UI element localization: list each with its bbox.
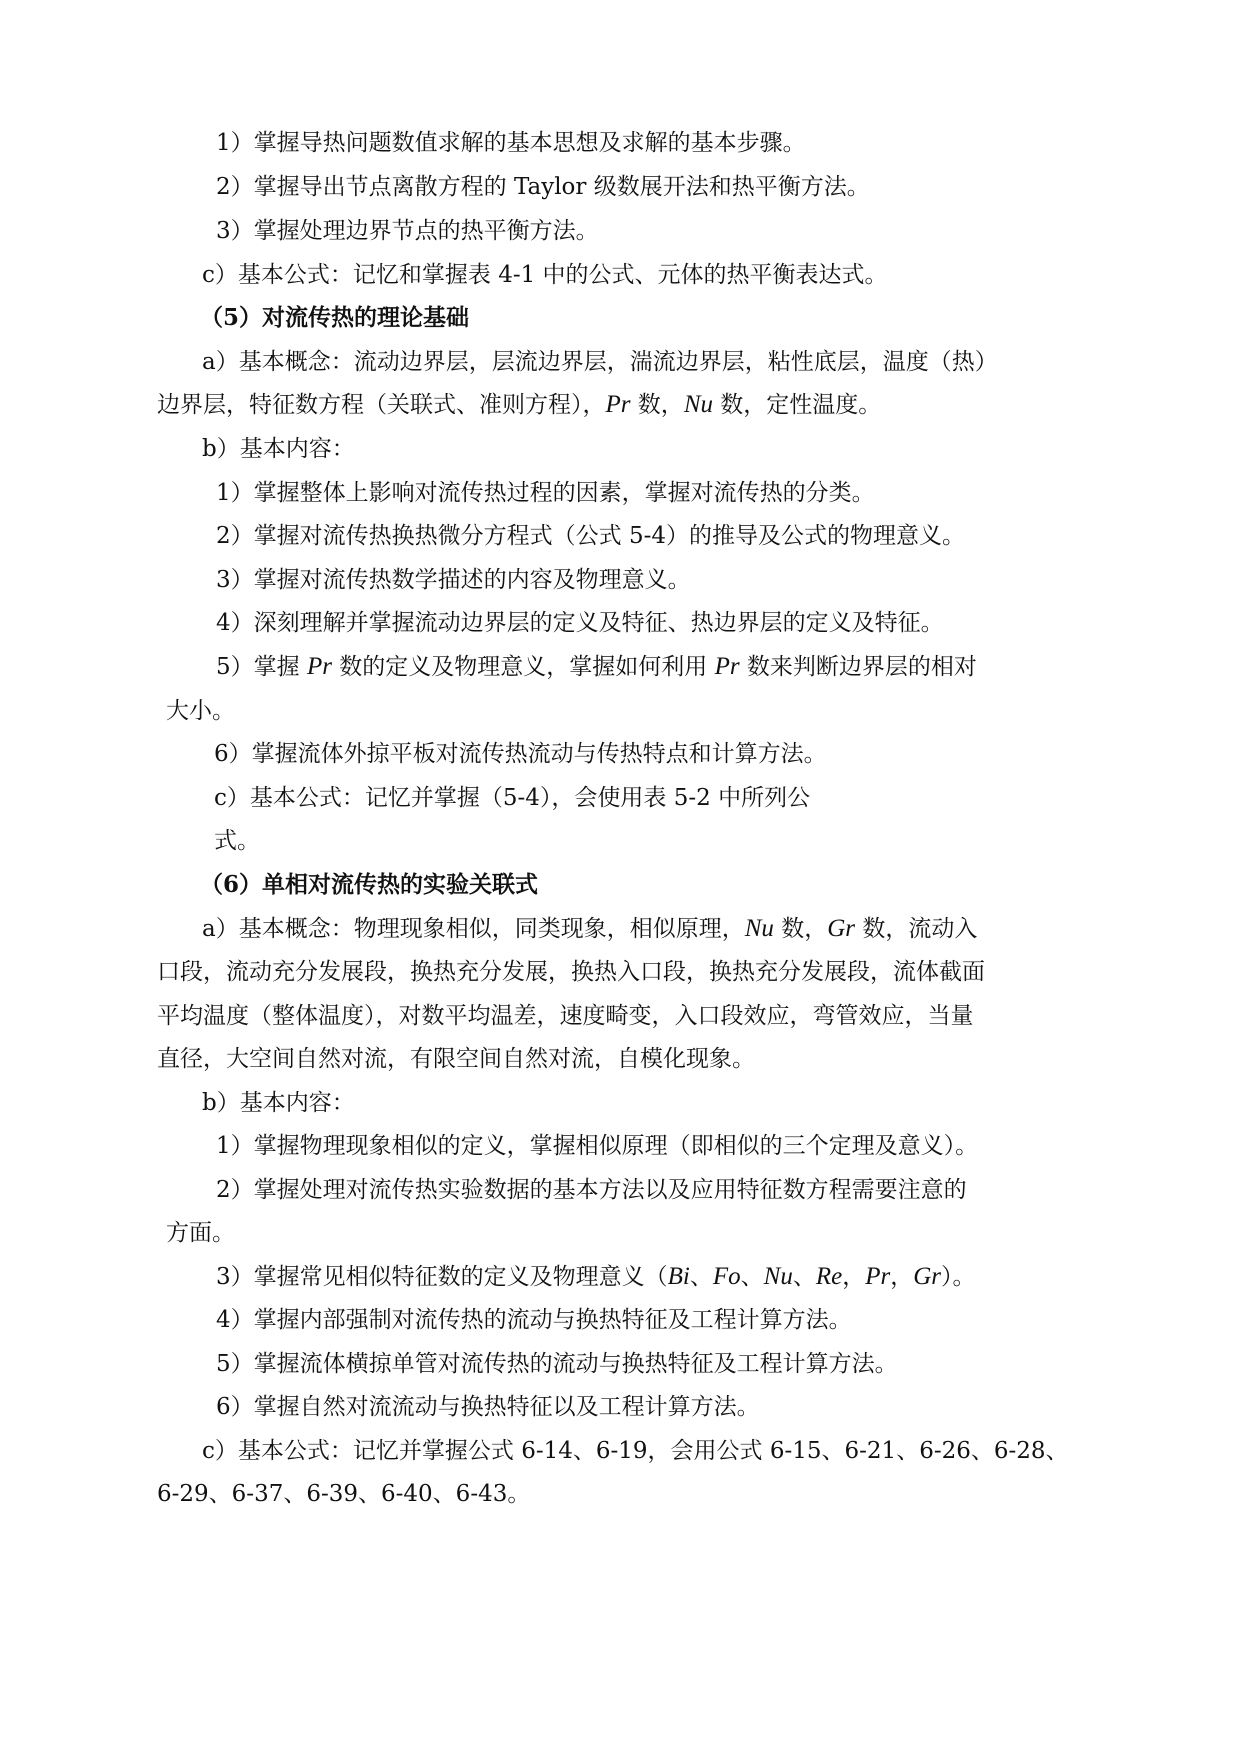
section-5-heading: （5）对流传热的理论基础 — [200, 304, 470, 331]
s6-concepts-line-3: 平均温度（整体温度），对数平均温差，速度畸变，入口段效应，弯管效应，当量 — [157, 1003, 974, 1029]
s5-item-3: 3）掌握对流传热数学描述的内容及物理意义。 — [216, 567, 691, 593]
bi-symbol: Bi — [667, 1263, 690, 1290]
pr-symbol: Pr — [865, 1263, 891, 1290]
gr-symbol: Gr — [913, 1263, 941, 1290]
nu-symbol: Nu — [763, 1263, 793, 1290]
s4-formula-line: c）基本公式：记忆和掌握表 4-1 中的公式、元体的热平衡表达式。 — [202, 262, 888, 288]
s4-item-2: 2）掌握导出节点离散方程的 Taylor 级数展开法和热平衡方法。 — [216, 174, 870, 200]
s6-formula-line-1: c）基本公式：记忆并掌握公式 6-14、6-19，会用公式 6-15、6-21、6-26、6-28、 — [202, 1438, 1069, 1464]
s5-item-6: 6）掌握流体外掠平板对流传热流动与传热特点和计算方法。 — [214, 741, 827, 767]
s4-item-1: 1）掌握导热问题数值求解的基本思想及求解的基本步骤。 — [216, 130, 806, 156]
nu-symbol: Nu — [744, 915, 774, 942]
s6-concepts-line-4: 直径，大空间自然对流，有限空间自然对流，自模化现象。 — [157, 1046, 755, 1072]
pr-symbol: Pr — [605, 391, 631, 418]
s6-item-2: 2）掌握处理对流传热实验数据的基本方法以及应用特征数方程需要注意的 — [216, 1177, 967, 1203]
s6-concepts-line-2: 口段，流动充分发展段，换热充分发展，换热入口段，换热充分发展段，流体截面 — [157, 959, 985, 985]
s6-item-4: 4）掌握内部强制对流传热的流动与换热特征及工程计算方法。 — [216, 1307, 852, 1333]
s6-formula-line-2: 6-29、6-37、6-39、6-40、6-43。 — [157, 1481, 531, 1507]
s5-formula-line-1: c）基本公式：记忆并掌握（5-4），会使用表 5-2 中所列公 — [214, 785, 811, 811]
s5-item-5-cont: 大小。 — [166, 698, 235, 724]
s6-item-3: 3）掌握常见相似特征数的定义及物理意义（Bi、Fo、Nu、Re，Pr，Gr）。 — [216, 1263, 976, 1290]
s5-item-5: 5）掌握 Pr 数的定义及物理意义，掌握如何利用 Pr 数来判断边界层的相对 — [216, 653, 977, 680]
s5-concepts-line-2: 边界层，特征数方程（关联式、准则方程），Pr 数，Nu 数，定性温度。 — [157, 391, 882, 418]
fo-symbol: Fo — [712, 1263, 741, 1290]
pr-symbol: Pr — [306, 653, 332, 680]
s6-item-6: 6）掌握自然对流流动与换热特征以及工程计算方法。 — [216, 1394, 760, 1420]
s6-concepts-line-1: a）基本概念：物理现象相似，同类现象，相似原理，Nu 数，Gr 数，流动入 — [202, 915, 978, 942]
s5-item-4: 4）深刻理解并掌握流动边界层的定义及特征、热边界层的定义及特征。 — [216, 610, 944, 636]
s5-item-2: 2）掌握对流传热换热微分方程式（公式 5-4）的推导及公式的物理意义。 — [216, 523, 965, 549]
re-symbol: Re — [815, 1263, 843, 1290]
nu-symbol: Nu — [683, 391, 713, 418]
s6-item-2-cont: 方面。 — [166, 1220, 235, 1246]
s5-item-1: 1）掌握整体上影响对流传热过程的因素，掌握对流传热的分类。 — [216, 480, 875, 506]
s5-formula-line-2: 式。 — [214, 828, 260, 854]
s6-content-title: b）基本内容： — [202, 1090, 355, 1116]
s5-content-title: b）基本内容： — [202, 436, 355, 462]
s4-item-3: 3）掌握处理边界节点的热平衡方法。 — [216, 218, 599, 244]
section-6-heading: （6）单相对流传热的实验关联式 — [200, 871, 539, 898]
pr-symbol: Pr — [714, 653, 740, 680]
gr-symbol: Gr — [827, 915, 856, 942]
s6-item-5: 5）掌握流体横掠单管对流传热的流动与换热特征及工程计算方法。 — [216, 1351, 898, 1377]
s6-item-1: 1）掌握物理现象相似的定义，掌握相似原理（即相似的三个定理及意义）。 — [216, 1133, 979, 1159]
s5-concepts-line-1: a）基本概念：流动边界层，层流边界层，湍流边界层，粘性底层，温度（热） — [202, 349, 998, 375]
